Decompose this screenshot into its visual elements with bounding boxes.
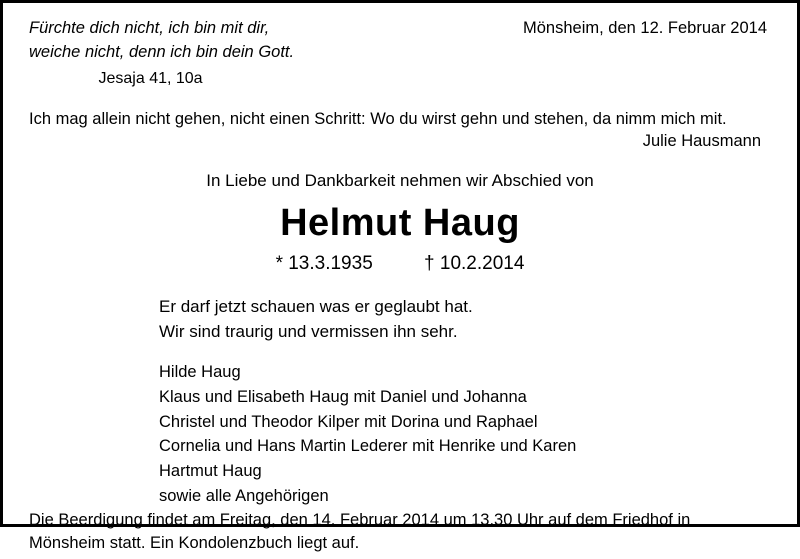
farewell-text: In Liebe und Dankbarkeit nehmen wir Abschied von	[206, 171, 594, 191]
place-and-date: Mönsheim, den 12. Februar 2014	[523, 19, 767, 37]
list-item: Christel und Theodor Kilper mit Dorina und Raphael	[159, 412, 538, 431]
list-item: Klaus und Elisabeth Haug mit Daniel und Johanna	[159, 387, 527, 406]
list-item: Hartmut Haug	[159, 462, 262, 481]
funeral-details	[29, 509, 771, 559]
list-item: sowie alle Angehörigen	[159, 486, 329, 505]
poem-text: Ich mag allein nicht gehen, nicht einen Schritt: Wo du wirst gehn und stehen, da nimm mich mit.	[29, 110, 727, 129]
list-item: Hilde Haug	[159, 363, 241, 382]
bible-verse-reference: Jesaja 41, 10a	[98, 69, 203, 87]
bible-verse	[29, 17, 294, 90]
funeral-details-line-1: Die Beerdigung findet am Freitag, den 14. Februar 2014 um 13.30 Uhr auf dem Friedhof in	[29, 510, 691, 529]
list-item: Cornelia und Hans Martin Lederer mit Henrike und Karen	[159, 437, 577, 456]
memorial-message-line-2: Wir sind traurig und vermissen ihn sehr.	[159, 321, 458, 341]
deceased-name: Helmut Haug	[280, 202, 520, 245]
family-list	[29, 360, 771, 509]
bible-verse-line-1: Fürchte dich nicht, ich bin mit dir,	[29, 19, 270, 37]
memorial-message	[29, 295, 771, 344]
header-row	[29, 17, 771, 90]
birth-date: * 13.3.1935	[275, 252, 373, 274]
bible-verse-line-2: weiche nicht, denn ich bin dein Gott.	[29, 42, 295, 61]
life-dates	[29, 253, 771, 275]
funeral-details-line-2: Mönsheim statt. Ein Kondolenzbuch liegt auf.	[29, 533, 360, 552]
memorial-message-line-1: Er darf jetzt schauen was er geglaubt hat.	[159, 296, 473, 316]
death-date: † 10.2.2014	[424, 252, 525, 274]
poem-author: Julie Hausmann	[642, 132, 761, 151]
